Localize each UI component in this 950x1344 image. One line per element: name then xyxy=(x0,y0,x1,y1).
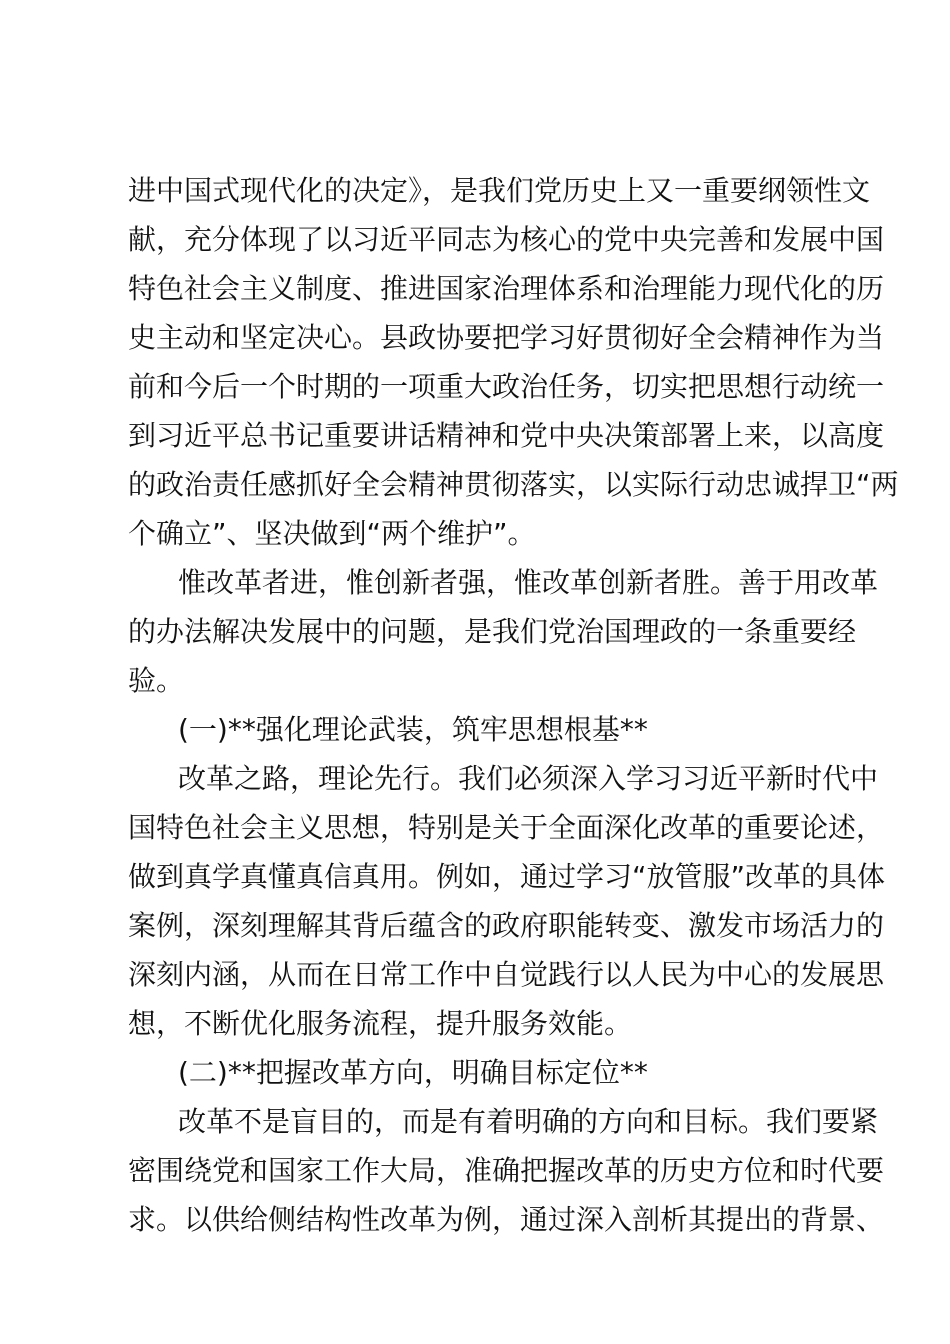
paragraph-first-line: 惟改革者进，惟创新者强，惟改革创新者胜。善于用改革 xyxy=(178,566,879,599)
text-line: 前和今后一个时期的一项重大政治任务，切实把思想行动统一 xyxy=(128,370,885,403)
text-line: 进中国式现代化的决定》，是我们党历史上又一重要纲领性文 xyxy=(128,174,871,207)
text-line: 密围绕党和国家工作大局，准确把握改革的历史方位和时代要 xyxy=(128,1154,885,1187)
text-line: 献，充分体现了以习近平同志为核心的党中央完善和发展中国 xyxy=(128,223,885,256)
text-line: 到习近平总书记重要讲话精神和党中央决策部署上来，以高度 xyxy=(128,419,885,452)
paragraph-first-line: 改革不是盲目的，而是有着明确的方向和目标。我们要紧 xyxy=(178,1105,879,1138)
text-line: 案例，深刻理解其背后蕴含的政府职能转变、激发市场活力的 xyxy=(128,909,885,942)
text-line: 验。 xyxy=(128,664,185,697)
text-line: 的政治责任感抓好全会精神贯彻落实，以实际行动忠诚捍卫“两 xyxy=(128,468,899,501)
text-line: 求。以供给侧结构性改革为例，通过深入剖析其提出的背景、 xyxy=(128,1203,885,1236)
text-line: 个确立”、坚决做到“两个维护”。 xyxy=(128,517,536,550)
text-line: 做到真学真懂真信真用。例如，通过学习“放管服”改革的具体 xyxy=(128,860,886,893)
paragraph-first-line: 改革之路，理论先行。我们必须深入学习习近平新时代中 xyxy=(178,762,879,795)
text-line: 深刻内涵，从而在日常工作中自觉践行以人民为中心的发展思 xyxy=(128,958,885,991)
text-line: 国特色社会主义思想，特别是关于全面深化改革的重要论述， xyxy=(128,811,885,844)
section-heading: (一)**强化理论武装，筑牢思想根基** xyxy=(178,713,648,746)
text-line: 的办法解决发展中的问题，是我们党治国理政的一条重要经 xyxy=(128,615,857,648)
section-heading: (二)**把握改革方向，明确目标定位** xyxy=(178,1056,648,1089)
text-line: 特色社会主义制度、推进国家治理体系和治理能力现代化的历 xyxy=(128,272,885,305)
text-line: 想，不断优化服务流程，提升服务效能。 xyxy=(128,1007,633,1040)
text-line: 史主动和坚定决心。县政协要把学习好贯彻好全会精神作为当 xyxy=(128,321,885,354)
